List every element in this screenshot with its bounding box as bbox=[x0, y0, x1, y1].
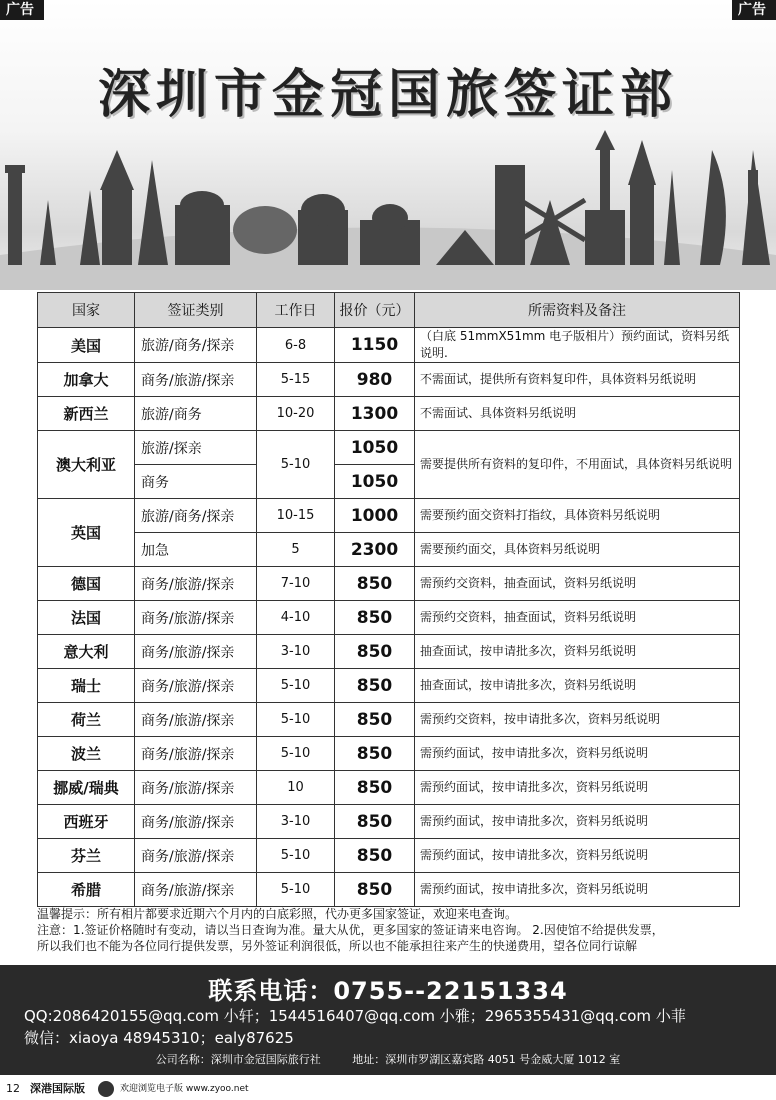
note-cell: 需要预约面交，具体资料另纸说明 bbox=[415, 533, 740, 567]
price-cell: 1000 bbox=[335, 499, 415, 533]
edition-name: 深港国际版 bbox=[30, 1082, 85, 1095]
country-cell: 美国 bbox=[38, 328, 135, 363]
days-cell: 6-8 bbox=[257, 328, 335, 363]
days-cell: 10 bbox=[257, 771, 335, 805]
note-cell: 需预约面试，按申请批多次，资料另纸说明 bbox=[415, 839, 740, 873]
days-cell: 5-10 bbox=[257, 839, 335, 873]
table-row bbox=[38, 363, 740, 397]
header-notes: 所需资料及备注 bbox=[415, 293, 740, 328]
price-cell: 850 bbox=[335, 873, 415, 907]
visa-type-cell: 商务/旅游/探亲 bbox=[135, 669, 257, 703]
price-cell: 1150 bbox=[335, 328, 415, 363]
days-cell: 5-10 bbox=[257, 669, 335, 703]
landmark-skyline-illustration bbox=[0, 130, 776, 290]
header-price: 报价（元） bbox=[335, 293, 415, 328]
price-cell: 1300 bbox=[335, 397, 415, 431]
contact-qq: QQ:2086420155@qq.com 小轩；1544516407@qq.com 小雅；2965355431@qq.com 小菲 bbox=[24, 1007, 686, 1025]
country-cell: 法国 bbox=[38, 601, 135, 635]
company-name: 公司名称：深圳市金冠国际旅行社 bbox=[155, 1053, 321, 1066]
country-cell: 挪威/瑞典 bbox=[38, 771, 135, 805]
table-row bbox=[38, 839, 740, 873]
page-title: 深圳市金冠国旅签证部 bbox=[97, 65, 678, 125]
tip-line: 温馨提示：所有相片都要求近期六个月内的白底彩照，代办更多国家签证，欢迎来电查询。 bbox=[37, 907, 518, 921]
days-cell: 3-10 bbox=[257, 805, 335, 839]
days-cell: 5-15 bbox=[257, 363, 335, 397]
visa-type-cell: 加急 bbox=[135, 533, 257, 567]
country-cell: 希腊 bbox=[38, 873, 135, 907]
note-cell: （白底 51mmX51mm 电子版相片）预约面试，资料另纸说明. bbox=[415, 328, 740, 363]
visa-type-cell: 旅游/商务/探亲 bbox=[135, 499, 257, 533]
table-row bbox=[38, 533, 740, 567]
country-cell: 意大利 bbox=[38, 635, 135, 669]
visa-type-cell: 商务/旅游/探亲 bbox=[135, 567, 257, 601]
table-header-row bbox=[38, 293, 740, 328]
visa-type-cell: 旅游/商务/探亲 bbox=[135, 328, 257, 363]
price-cell: 980 bbox=[335, 363, 415, 397]
note-cell: 抽查面试，按申请批多次，资料另纸说明 bbox=[415, 635, 740, 669]
table-row bbox=[38, 805, 740, 839]
table-row bbox=[38, 737, 740, 771]
company-address: 地址：深圳市罗湖区嘉宾路 4051 号金威大厦 1012 室 bbox=[352, 1053, 621, 1066]
note-cell: 不需面试、具体资料另纸说明 bbox=[415, 397, 740, 431]
visa-price-table bbox=[37, 292, 739, 907]
price-cell: 1050 bbox=[335, 465, 415, 499]
price-cell: 850 bbox=[335, 839, 415, 873]
visa-type-cell: 商务/旅游/探亲 bbox=[135, 635, 257, 669]
country-cell: 瑞士 bbox=[38, 669, 135, 703]
visa-type-cell: 商务/旅游/探亲 bbox=[135, 771, 257, 805]
visa-type-cell: 商务/旅游/探亲 bbox=[135, 805, 257, 839]
note-cell: 抽查面试，按申请批多次，资料另纸说明 bbox=[415, 669, 740, 703]
table-row bbox=[38, 635, 740, 669]
visa-type-cell: 商务/旅游/探亲 bbox=[135, 363, 257, 397]
note-cell: 需预约面试，按申请批多次，资料另纸说明 bbox=[415, 737, 740, 771]
country-cell: 德国 bbox=[38, 567, 135, 601]
days-cell: 5-10 bbox=[257, 431, 335, 499]
days-cell: 10-20 bbox=[257, 397, 335, 431]
country-cell: 英国 bbox=[38, 499, 135, 567]
company-info bbox=[0, 1051, 776, 1067]
note-cell: 需预约面试，按申请批多次，资料另纸说明 bbox=[415, 771, 740, 805]
contact-wechat: 微信：xiaoya 48945310；ealy87625 bbox=[24, 1029, 294, 1047]
country-cell: 荷兰 bbox=[38, 703, 135, 737]
table-row bbox=[38, 601, 740, 635]
note-cell: 需预约交资料，抽查面试，资料另纸说明 bbox=[415, 567, 740, 601]
table-row bbox=[38, 703, 740, 737]
visa-type-cell: 商务 bbox=[135, 465, 257, 499]
country-cell: 新西兰 bbox=[38, 397, 135, 431]
visa-type-cell: 商务/旅游/探亲 bbox=[135, 703, 257, 737]
note-cell: 需预约面试，按申请批多次，资料另纸说明 bbox=[415, 873, 740, 907]
visa-type-cell: 商务/旅游/探亲 bbox=[135, 873, 257, 907]
visa-type-cell: 商务/旅游/探亲 bbox=[135, 839, 257, 873]
note-cell: 不需面试，提供所有资料复印件，具体资料另纸说明 bbox=[415, 363, 740, 397]
price-cell: 850 bbox=[335, 635, 415, 669]
price-cell: 850 bbox=[335, 567, 415, 601]
note-cell: 需预约交资料，按申请批多次，资料另纸说明 bbox=[415, 703, 740, 737]
table-row bbox=[38, 397, 740, 431]
page-number: 12 bbox=[6, 1082, 20, 1095]
header-country: 国家 bbox=[38, 293, 135, 328]
price-cell: 850 bbox=[335, 771, 415, 805]
page-footer bbox=[0, 1078, 776, 1100]
table-row bbox=[38, 567, 740, 601]
visa-type-cell: 旅游/商务 bbox=[135, 397, 257, 431]
note-cell: 需要提供所有资料的复印件，不用面试，具体资料另纸说明 bbox=[415, 431, 740, 499]
price-cell: 850 bbox=[335, 669, 415, 703]
tips-section bbox=[37, 906, 747, 954]
hero-banner bbox=[0, 0, 776, 290]
price-cell: 1050 bbox=[335, 431, 415, 465]
tip-line: 所以我们也不能为各位同行提供发票，另外签证利润很低，所以也不能承担往来产生的快递费用，望各位同行谅解 bbox=[37, 939, 638, 953]
country-cell: 加拿大 bbox=[38, 363, 135, 397]
days-cell: 10-15 bbox=[257, 499, 335, 533]
tip-line: 注意：1.签证价格随时有变动，请以当日查询为准。量大从优，更多国家的签证请来电咨询。 2.因使馆不给提供发票， bbox=[37, 923, 664, 937]
price-cell: 850 bbox=[335, 737, 415, 771]
price-cell: 850 bbox=[335, 703, 415, 737]
price-cell: 850 bbox=[335, 601, 415, 635]
visa-type-cell: 商务/旅游/探亲 bbox=[135, 737, 257, 771]
days-cell: 7-10 bbox=[257, 567, 335, 601]
country-cell: 波兰 bbox=[38, 737, 135, 771]
visa-type-cell: 商务/旅游/探亲 bbox=[135, 601, 257, 635]
days-cell: 5 bbox=[257, 533, 335, 567]
table-row bbox=[38, 771, 740, 805]
price-cell: 2300 bbox=[335, 533, 415, 567]
publication-logo-icon bbox=[98, 1081, 114, 1097]
header-working-days: 工作日 bbox=[257, 293, 335, 328]
table-row bbox=[38, 669, 740, 703]
advertisement-tag-left: 广告 bbox=[0, 0, 44, 20]
table-row bbox=[38, 328, 740, 363]
table-row bbox=[38, 873, 740, 907]
price-cell: 850 bbox=[335, 805, 415, 839]
visa-type-cell: 旅游/探亲 bbox=[135, 431, 257, 465]
country-cell: 芬兰 bbox=[38, 839, 135, 873]
header-visa-type: 签证类别 bbox=[135, 293, 257, 328]
days-cell: 5-10 bbox=[257, 703, 335, 737]
website-link[interactable]: 欢迎浏览电子版 www.zyoo.net bbox=[120, 1084, 249, 1094]
advertisement-tag-right: 广告 bbox=[732, 0, 776, 20]
note-cell: 需要预约面交资料打指纹，具体资料另纸说明 bbox=[415, 499, 740, 533]
note-cell: 需预约交资料，抽查面试，资料另纸说明 bbox=[415, 601, 740, 635]
table-row bbox=[38, 499, 740, 533]
days-cell: 5-10 bbox=[257, 737, 335, 771]
contact-panel bbox=[0, 965, 776, 1075]
note-cell: 需预约面试，按申请批多次，资料另纸说明 bbox=[415, 805, 740, 839]
contact-phone: 联系电话：0755--22151334 bbox=[208, 977, 568, 1005]
days-cell: 4-10 bbox=[257, 601, 335, 635]
days-cell: 5-10 bbox=[257, 873, 335, 907]
country-cell: 西班牙 bbox=[38, 805, 135, 839]
country-cell: 澳大利亚 bbox=[38, 431, 135, 499]
table-row bbox=[38, 431, 740, 465]
days-cell: 3-10 bbox=[257, 635, 335, 669]
